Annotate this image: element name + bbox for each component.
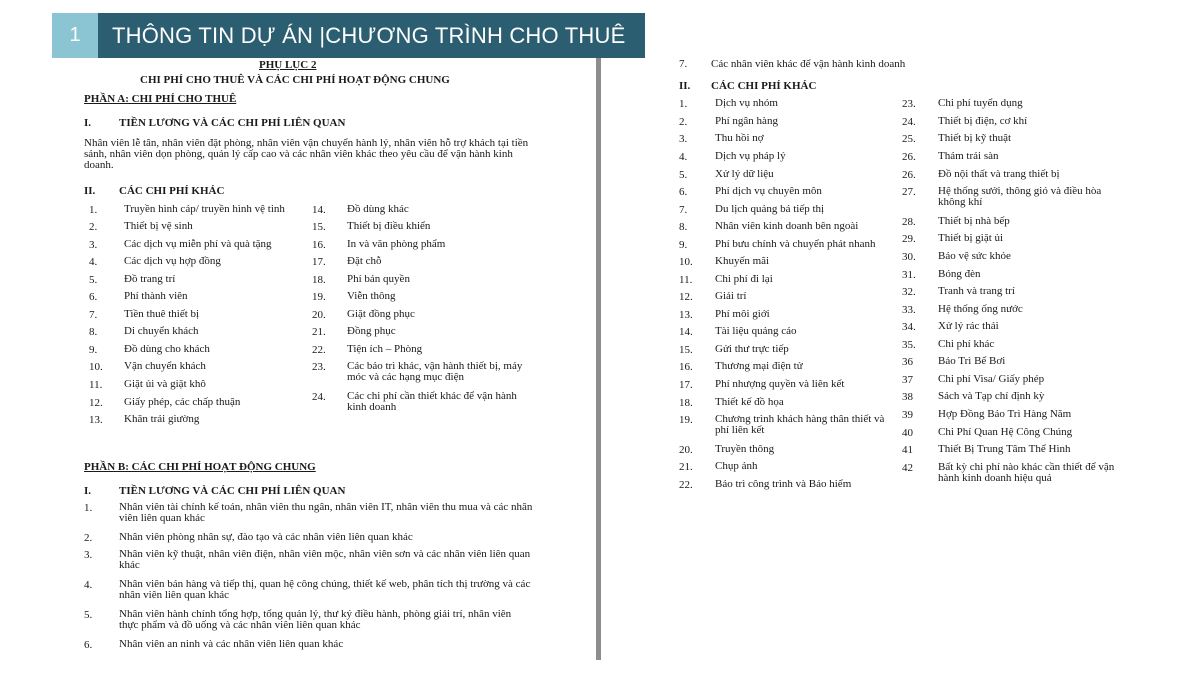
list-item-text: Các bảo trì khác, vận hành thiết bị, máy móc và các hạng mục điện <box>347 360 523 383</box>
list-item-text: Nhân viên bán hàng và tiếp thị, quan hệ công chúng, thiết kế web, phân tích thị trường và các nhân viên liên quan khác <box>119 578 531 601</box>
list-item-text: Phí bưu chính và chuyển phát nhanh <box>715 238 876 250</box>
list-item-text: Đồ dùng cho khách <box>124 343 210 355</box>
list-item-text: Giặt ủi và giặt khô <box>124 378 206 390</box>
list-item-number: 23. <box>902 98 916 110</box>
list-item-text: Giặt đồng phục <box>347 308 415 320</box>
list-item-text: Các dịch vụ hợp đồng <box>124 255 221 267</box>
list-item-number: 24. <box>312 391 326 403</box>
list-item-text: Phí nhượng quyền và liên kết <box>715 378 845 390</box>
list-item-number: 19. <box>312 291 326 303</box>
list-item-number: 12. <box>89 397 103 409</box>
list-item-number: 10. <box>89 361 103 373</box>
list-item-text: Tranh và trang trí <box>938 285 1015 297</box>
list-item-number: 22. <box>679 479 693 491</box>
list-item-text: Chương trình khách hàng thân thiết và phí liên kết <box>715 413 885 436</box>
slide-banner <box>52 13 645 58</box>
list-item-text: Chi phí Visa/ Giấy phép <box>938 373 1045 385</box>
list-item-number: 5. <box>679 169 688 181</box>
list-item-number: 6. <box>89 291 98 303</box>
list-item-text: Nhân viên hành chính tổng hợp, tổng quản lý, thư ký điều hành, phòng giải trí, nhân viên thực phẩm và đồ uống và các nhân viên liên quan khác <box>119 608 512 631</box>
list-item-number: 13. <box>89 414 103 426</box>
list-item-text: Vận chuyển khách <box>124 360 206 372</box>
list-item-number: 9. <box>89 344 98 356</box>
list-item-number: 2. <box>84 532 93 544</box>
list-item-text: Du lịch quảng bá tiếp thị <box>715 203 825 215</box>
list-item-number: 41 <box>902 444 913 456</box>
list-item-number: 15. <box>312 221 326 233</box>
list-item-number: 25. <box>902 133 916 145</box>
list-item-text: Thảm trải sàn <box>938 150 999 162</box>
list-item-number: 14. <box>679 326 693 338</box>
list-item-text: Giải trí <box>715 290 747 302</box>
list-item-number: 20. <box>679 444 693 456</box>
list-item-number: 8. <box>679 221 688 233</box>
slide-title: THÔNG TIN DỰ ÁN |CHƯƠNG TRÌNH CHO THUÊ <box>112 22 626 48</box>
list-item-number: 5. <box>84 609 93 621</box>
list-item-text: Bất kỳ chi phí nào khác cần thiết để vận hành kinh doanh hiệu quả <box>938 461 1115 484</box>
list-item-number: 7. <box>679 58 688 70</box>
list-item-number: 15. <box>679 344 693 356</box>
list-item-text: Đồ trang trí <box>124 273 176 285</box>
list-item-text: Phí môi giới <box>715 308 770 320</box>
list-item-text: Sách và Tạp chí định kỳ <box>938 390 1045 402</box>
list-item-number: 29. <box>902 233 916 245</box>
list-item-number: 35. <box>902 339 916 351</box>
list-item-text: Khuyến mãi <box>715 255 770 267</box>
list-item-text: Di chuyển khách <box>124 325 199 337</box>
list-item-number: 2. <box>89 221 98 233</box>
list-item-number: 16. <box>312 239 326 251</box>
list-item-text: Hệ thống ống nước <box>938 303 1023 315</box>
list-item-text: Thương mại điện tử <box>715 360 803 372</box>
list-item-number: 1. <box>679 98 688 110</box>
list-item-number: 4. <box>84 579 93 591</box>
list-item-number: 6. <box>84 639 93 651</box>
list-item-text: Các nhân viên khác để vận hành kinh doanh <box>711 58 906 70</box>
list-item-text: Truyền thông <box>715 443 775 455</box>
list-item-text: Thiết bị vệ sinh <box>124 220 193 232</box>
part-b-s1-title: TIỀN LƯƠNG VÀ CÁC CHI PHÍ LIÊN QUAN <box>119 485 346 497</box>
part-a-s2-title: CÁC CHI PHÍ KHÁC <box>119 185 225 197</box>
part-b-s2-title: CÁC CHI PHÍ KHÁC <box>711 80 817 92</box>
list-item-text: Nhân viên phòng nhân sự, đào tạo và các nhân viên liên quan khác <box>119 531 413 543</box>
list-item-number: 38 <box>902 391 913 403</box>
list-item-number: 2. <box>679 116 688 128</box>
list-item-text: Thiết bị nhà bếp <box>938 215 1010 227</box>
list-item-text: Phí dịch vụ chuyên môn <box>715 185 822 197</box>
part-b-s1-number: I. <box>84 485 92 497</box>
list-item-text: Tài liệu quảng cáo <box>715 325 797 337</box>
list-item-text: Đồ dùng khác <box>347 203 409 215</box>
list-item-number: 27. <box>902 186 916 198</box>
list-item-text: Hợp Đồng Bảo Trì Hàng Năm <box>938 408 1072 420</box>
list-item-number: 18. <box>679 397 693 409</box>
list-item-number: 17. <box>679 379 693 391</box>
list-item-text: Viễn thông <box>347 290 396 302</box>
list-item-number: 22. <box>312 344 326 356</box>
list-item-number: 26. <box>902 169 916 181</box>
list-item-text: Tiền thuê thiết bị <box>124 308 200 320</box>
part-a-s1-number: I. <box>84 117 92 129</box>
list-item-text: Bảo Trì Bể Bơi <box>938 355 1006 367</box>
part-a-s2-number: II. <box>84 185 96 197</box>
list-item-number: 7. <box>89 309 98 321</box>
list-item-text: Chi phí khác <box>938 338 995 350</box>
list-item-text: Truyền hình cáp/ truyền hình vệ tinh <box>124 203 285 215</box>
list-item-text: Gửi thư trực tiếp <box>715 343 789 355</box>
list-item-number: 24. <box>902 116 916 128</box>
list-item-number: 13. <box>679 309 693 321</box>
list-item-number: 11. <box>89 379 103 391</box>
list-item-text: Xử lý rác thải <box>938 320 999 332</box>
part-a-s1-text: Nhân viên lễ tân, nhân viên đặt phòng, nhân viên vận chuyển hành lý, nhân viên hỗ trợ khách tại tiền sảnh, nhân viên dọn phòng, quản lý cấp cao và các nhân viên khác theo yêu cầu để vận hành kinh doanh. <box>84 137 529 171</box>
list-item-number: 8. <box>89 326 98 338</box>
list-item-text: Giấy phép, các chấp thuận <box>124 396 241 408</box>
list-item-text: Nhân viên tài chính kế toán, nhân viên thu ngân, nhân viên IT, nhân viên thu mua và các nhân viên liên quan khác <box>119 501 533 524</box>
list-item-number: 21. <box>679 461 693 473</box>
list-item-number: 26. <box>902 151 916 163</box>
list-item-number: 10. <box>679 256 693 268</box>
list-item-text: Nhân viên an ninh và các nhân viên liên quan khác <box>119 638 344 650</box>
list-item-number: 4. <box>89 256 98 268</box>
list-item-number: 3. <box>679 133 688 145</box>
list-item-text: Chi phí tuyển dụng <box>938 97 1023 109</box>
list-item-number: 16. <box>679 361 693 373</box>
list-item-text: Bảo trì công trình và Bảo hiểm <box>715 478 852 490</box>
list-item-text: Dịch vụ pháp lý <box>715 150 786 162</box>
slide-number: 1 <box>52 13 98 58</box>
list-item-text: Hệ thống sưởi, thông gió và điều hòa không khí <box>938 185 1102 208</box>
list-item-text: Thiết bị giặt ủi <box>938 232 1004 244</box>
part-b-title: PHẦN B: CÁC CHI PHÍ HOẠT ĐỘNG CHUNG <box>84 461 316 473</box>
list-item-number: 42 <box>902 462 913 474</box>
list-item-text: Chụp ảnh <box>715 460 758 472</box>
list-item-number: 4. <box>679 151 688 163</box>
list-item-number: 19. <box>679 414 693 426</box>
list-item-number: 6. <box>679 186 688 198</box>
list-item-number: 1. <box>84 502 93 514</box>
list-item-text: Phí bản quyền <box>347 273 410 285</box>
list-item-number: 37 <box>902 374 913 386</box>
document-heading: CHI PHÍ CHO THUÊ VÀ CÁC CHI PHÍ HOẠT ĐỘNG CHUNG <box>140 74 450 86</box>
list-item-number: 36 <box>902 356 913 368</box>
list-item-text: Đồng phục <box>347 325 396 337</box>
page-divider <box>596 58 601 660</box>
list-item-number: 20. <box>312 309 326 321</box>
list-item-text: Bóng đèn <box>938 268 981 280</box>
list-item-text: Phí thành viên <box>124 290 188 302</box>
list-item-number: 5. <box>89 274 98 286</box>
list-item-number: 28. <box>902 216 916 228</box>
list-item-number: 11. <box>679 274 693 286</box>
list-item-text: Đồ nội thất và trang thiết bị <box>938 168 1060 180</box>
list-item-text: Chi Phí Quan Hệ Công Chúng <box>938 426 1073 438</box>
list-item-number: 23. <box>312 361 326 373</box>
list-item-number: 39 <box>902 409 913 421</box>
list-item-number: 33. <box>902 304 916 316</box>
list-item-text: Dịch vụ nhóm <box>715 97 778 109</box>
list-item-text: Khăn trải giường <box>124 413 200 425</box>
list-item-number: 40 <box>902 427 913 439</box>
list-item-number: 12. <box>679 291 693 303</box>
list-item-number: 31. <box>902 269 916 281</box>
list-item-number: 3. <box>89 239 98 251</box>
list-item-text: Chi phí đi lại <box>715 273 773 285</box>
list-item-text: Bảo vệ sức khỏe <box>938 250 1011 262</box>
list-item-text: Thiết bị điều khiển <box>347 220 431 232</box>
appendix-label: PHỤ LỤC 2 <box>259 59 317 71</box>
list-item-number: 30. <box>902 251 916 263</box>
list-item-text: Nhân viên kinh doanh bên ngoài <box>715 220 859 232</box>
list-item-number: 32. <box>902 286 916 298</box>
part-b-s2-number: II. <box>679 80 691 92</box>
list-item-text: Thiết Bị Trung Tâm Thể Hình <box>938 443 1071 455</box>
list-item-number: 3. <box>84 549 93 561</box>
part-a-title: PHẦN A: CHI PHÍ CHO THUÊ <box>84 93 237 105</box>
list-item-text: Thiết kế đồ họa <box>715 396 784 408</box>
list-item-number: 9. <box>679 239 688 251</box>
list-item-text: Thiết bị kỹ thuật <box>938 132 1012 144</box>
list-item-number: 18. <box>312 274 326 286</box>
list-item-number: 34. <box>902 321 916 333</box>
list-item-number: 7. <box>679 204 688 216</box>
list-item-text: Đặt chỗ <box>347 255 382 267</box>
list-item-text: Phí ngân hàng <box>715 115 778 127</box>
list-item-text: Các dịch vụ miễn phí và quà tặng <box>124 238 272 250</box>
list-item-number: 21. <box>312 326 326 338</box>
list-item-text: In và văn phòng phẩm <box>347 238 446 250</box>
list-item-text: Nhân viên kỹ thuật, nhân viên điện, nhân viên mộc, nhân viên sơn và các nhân viên liên quan khác <box>119 548 531 571</box>
list-item-number: 1. <box>89 204 98 216</box>
list-item-text: Thu hồi nợ <box>715 132 764 144</box>
list-item-text: Các chi phí cần thiết khác để vận hành kinh doanh <box>347 390 517 413</box>
list-item-text: Thiết bị điện, cơ khí <box>938 115 1028 127</box>
list-item-number: 17. <box>312 256 326 268</box>
list-item-number: 14. <box>312 204 326 216</box>
list-item-text: Tiện ích – Phòng <box>347 343 423 355</box>
list-item-text: Xử lý dữ liệu <box>715 168 774 180</box>
part-a-s1-title: TIỀN LƯƠNG VÀ CÁC CHI PHÍ LIÊN QUAN <box>119 117 346 129</box>
